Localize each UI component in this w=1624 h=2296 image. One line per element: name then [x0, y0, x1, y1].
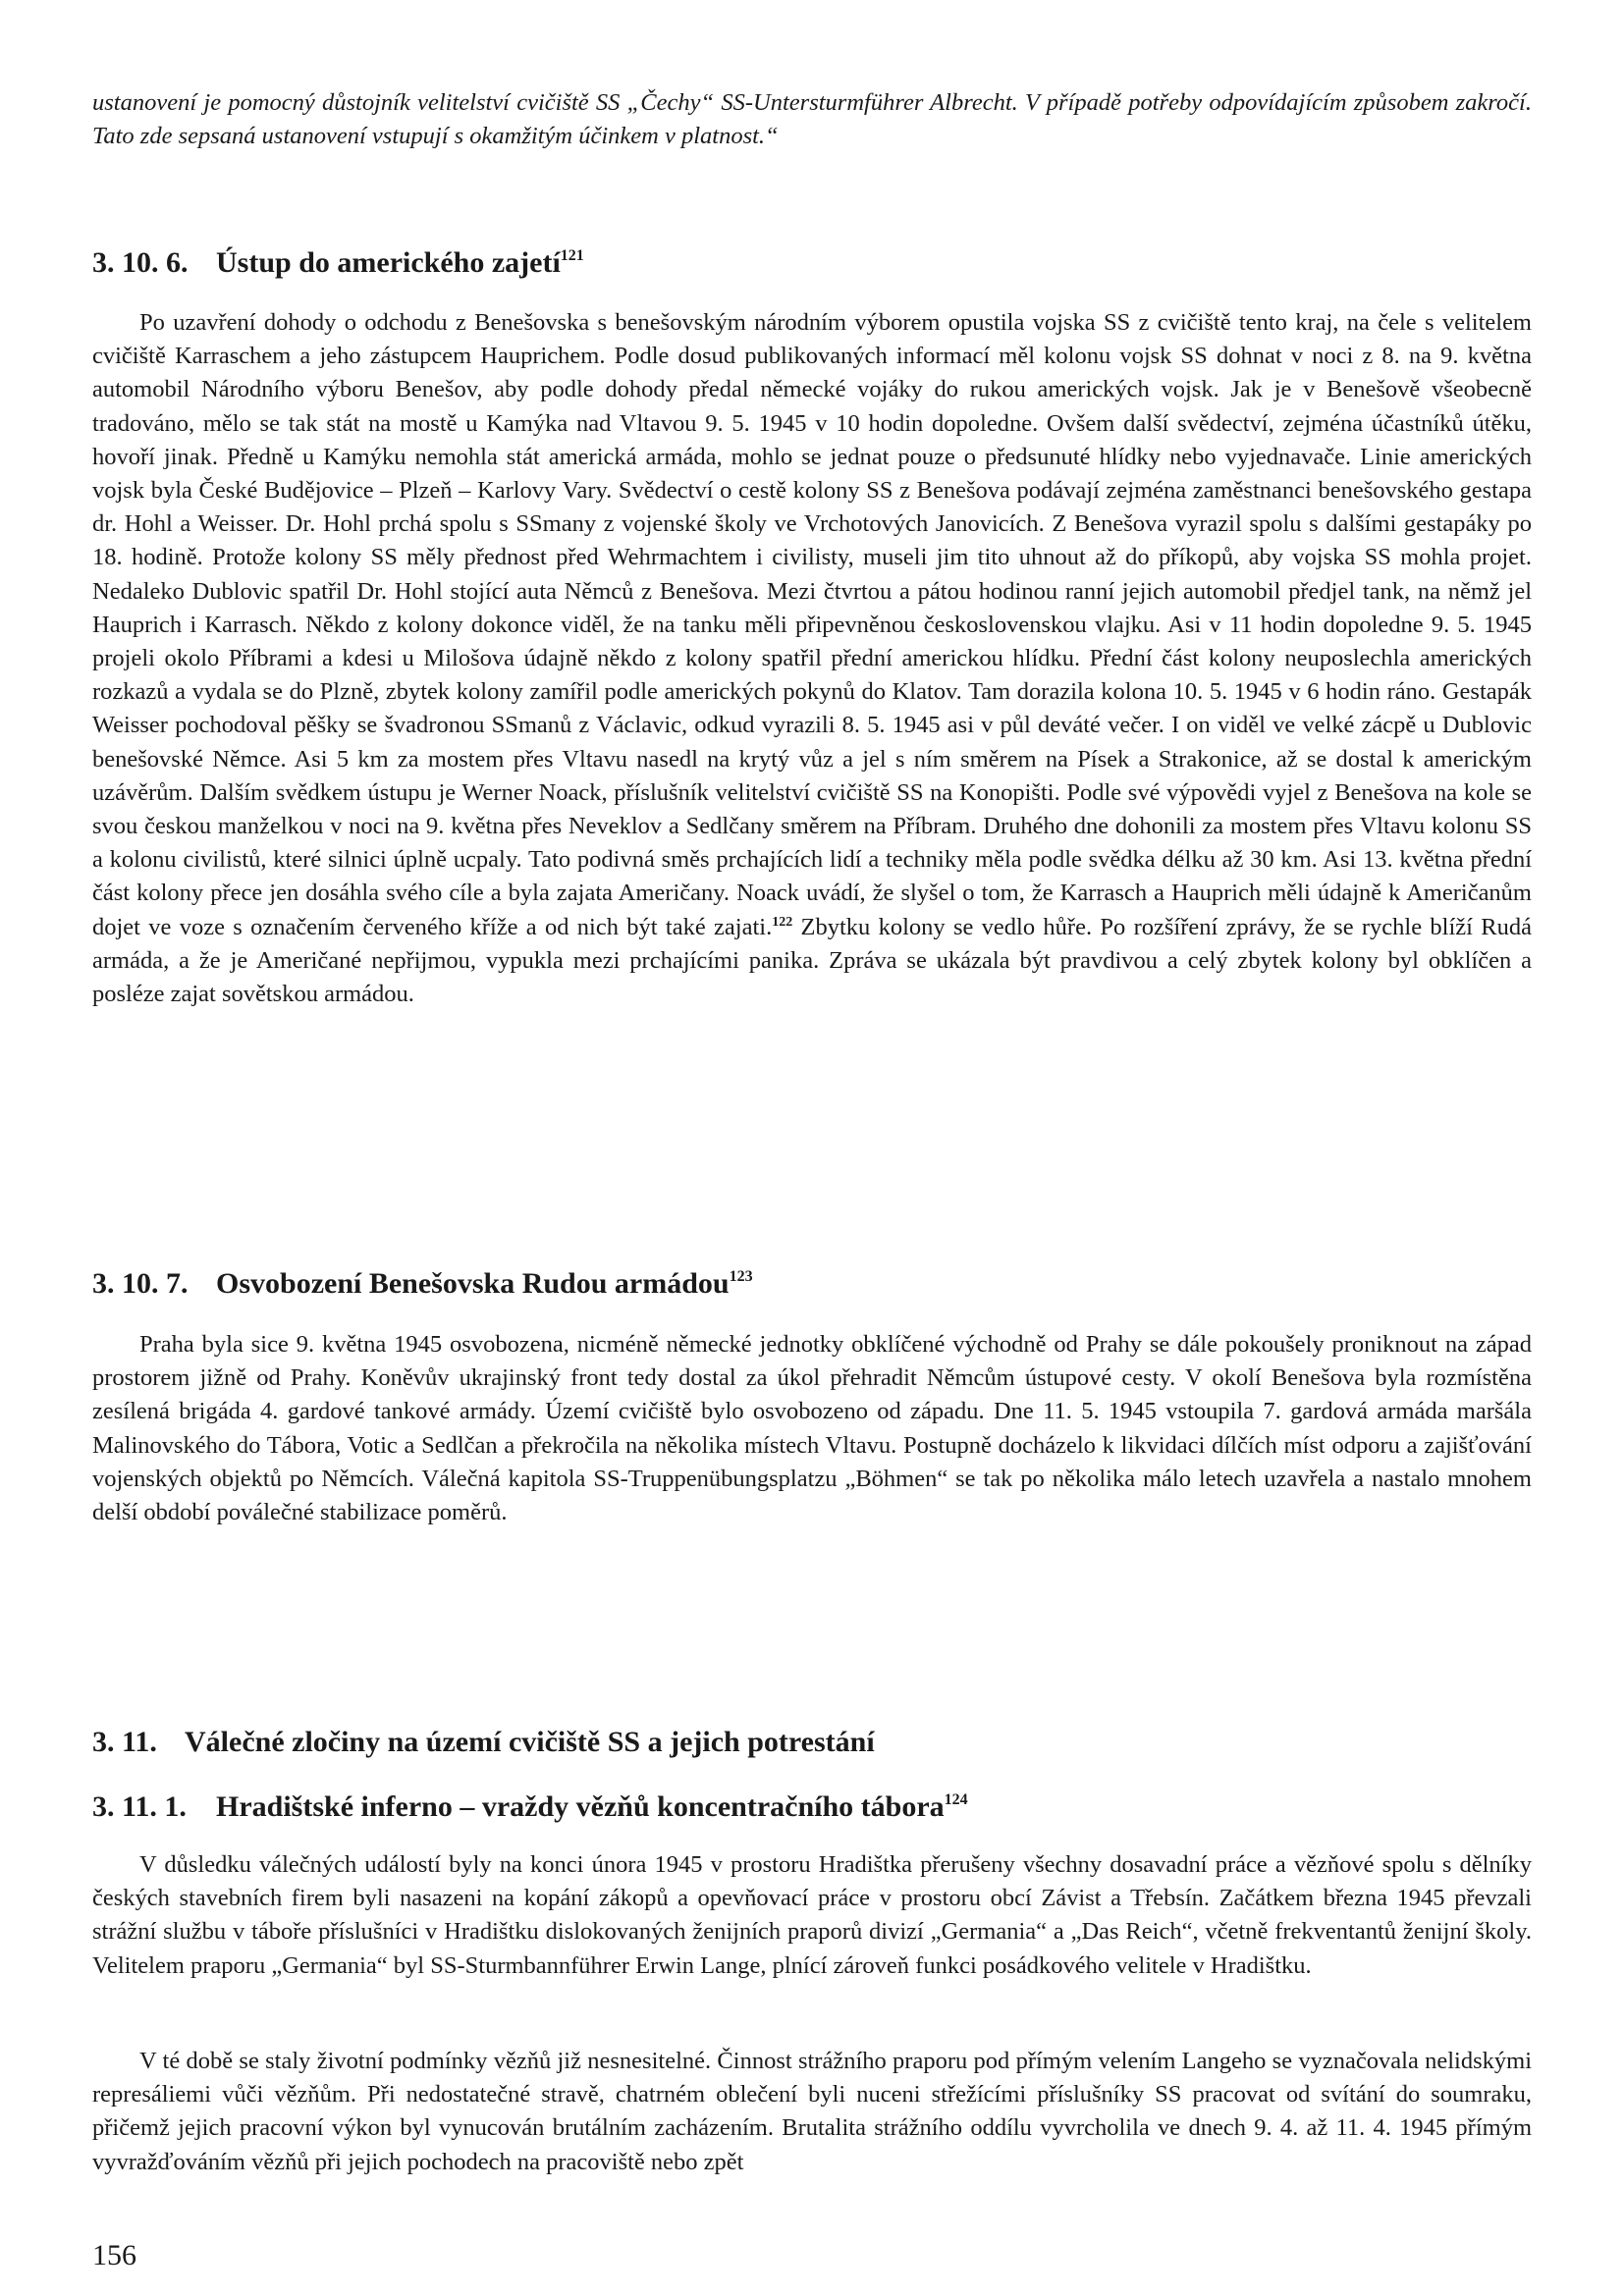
section-body-3-10-7 — [92, 1328, 1532, 1529]
body-paragraph — [92, 306, 1532, 1011]
chapter-title-text: Válečné zločiny na území cvičiště SS a jejich potrestání — [185, 1726, 875, 1758]
section-body-3-10-6 — [92, 306, 1532, 1011]
footnote-ref: 123 — [729, 1268, 753, 1285]
section-number: 3. 10. 7. — [92, 1267, 189, 1300]
footnote-ref: 122 — [772, 914, 793, 930]
footnote-ref: 124 — [944, 1791, 968, 1808]
body-text-part-2: Zbytku kolony se vedlo hůře. Po rozšíření zprávy, že se rychle blíží Rudá armáda, a že je Američané nepřijmou, vypukla mezi prchajícími panika. Zpráva se ukázala být pravdivou a celý zbytek kolony byl obklíčen a posléze zajat sovětskou armádou. — [92, 913, 1532, 1008]
section-heading-3-10-7 — [92, 1266, 1532, 1302]
chapter-heading-3-11 — [92, 1725, 1532, 1760]
section-number: 3. 10. 6. — [92, 246, 189, 279]
section-heading-3-11-1 — [92, 1789, 1532, 1825]
body-paragraph: V důsledku válečných událostí byly na konci února 1945 v prostoru Hradištka přerušeny všechny dosavadní práce a vězňové spolu s dělníky českých stavebních firem byli nasazeni na kopání zákopů a opevňovací práce v prostoru obcí Závist a Třebsín. Začátkem března 1945 převzali strážní službu v táboře příslušníci v Hradištku dislokovaných ženijních praporů divizí „Germania“ a „Das Reich“, včetně frekventantů ženijní školy. Velitelem praporu „Germania“ byl SS-Sturmbannführer Erwin Lange, plnící zároveň funkci posádkového velitele v Hradištku. — [92, 1851, 1532, 1979]
footnote-ref: 121 — [560, 247, 584, 264]
section-title-text: Osvobození Benešovska Rudou armádou — [216, 1267, 730, 1300]
section-title-text: Ústup do amerického zajetí — [216, 246, 561, 279]
page-number: 156 — [92, 2239, 136, 2271]
intro-quote: ustanovení je pomocný důstojník velitelství cvičiště SS „Čechy“ SS-Untersturmführer Albrecht. V případě potřeby odpovídajícím způsobem zakročí. Tato zde sepsaná ustanovení vstupují s okamžitým účinkem v platnost.“ — [92, 89, 1532, 150]
section-title — [92, 1789, 1532, 1825]
section-title — [92, 1266, 1532, 1302]
section-body-3-11-1-a — [92, 1848, 1532, 1983]
body-paragraph: V té době se staly životní podmínky vězňů již nesnesitelné. Činnost strážního praporu pod přímým velením Langeho se vyznačovala nelidskými represáliemi vůči vězňům. Při nedostatečné stravě, chatrném oblečení byli nuceni střežícími příslušníky SS pracovat od svítání do soumraku, přičemž jejich pracovní výkon byl vynucován brutálním zacházením. Brutalita strážního oddílu vyvrcholila ve dnech 9. 4. až 11. 4. 1945 přímým vyvražďováním vězňů při jejich pochodech na pracoviště nebo zpět — [92, 2048, 1532, 2175]
body-text-part-1: Po uzavření dohody o odchodu z Benešovska s benešovským národním výborem opustila vojska SS z cvičiště tento kraj, na čele s velitelem cvičiště Karraschem a jeho zástupcem Hauprichem. Podle dosud publikovaných informací měl kolonu vojsk SS dohnat v noci z 8. na 9. května automobil Národního výboru Benešov, aby podle dohody předal německé vojáky do rukou amerických vojsk. Jak je v Benešově všeobecně tradováno, mělo se tak stát na mostě u Kamýka nad Vltavou 9. 5. 1945 v 10 hodin dopoledne. Ovšem další svědectví, zejména účastníků útěku, hovoří jinak. Předně u Kamýku nemohla stát americká armáda, mohlo se jednat pouze o předsunuté hlídky nebo vyjednavače. Linie amerických vojsk byla České Budějovice – Plzeň – Karlovy Vary. Svědectví o cestě kolony SS z Benešova podávají zejména zaměstnanci benešovského gestapa dr. Hohl a Weisser. Dr. Hohl prchá spolu s SSmany z vojenské školy ve Vrchotových Janovicích. Z Benešova vyrazil spolu s dalšími gestapáky po 18. hodině. Protože kolony SS měly přednost před Wehrmachtem i civilisty, museli jim tito uhnout až do příkopů, aby vojska SS mohla projet. Nedaleko Dublovic spatřil Dr. Hohl stojící auta Němců z Benešova. Mezi čtvrtou a pátou hodinou ranní jejich automobil předjel tank, na němž jel Hauprich i Karrasch. Někdo z kolony dokonce viděl, že na tanku měli připevněnou československou vlajku. Asi v 11 hodin dopoledne 9. 5. 1945 projeli okolo Příbrami a kdesi u Milošova údajně někdo z kolony spatřil přední americkou hlídku. Přední část kolony neuposlechla amerických rozkazů a vydala se do Plzně, zbytek kolony zamířil podle amerických pokynů do Klatov. Tam dorazila kolona 10. 5. 1945 v 6 hodin ráno. Gestapák Weisser pochodoval pěšky se švadronou SSmanů z Václavic, odkud vyrazili 8. 5. 1945 asi v půl deváté večer. I on viděl ve velké zácpě u Dublovic benešovské Němce. Asi 5 km za mostem přes Vltavu nasedl na krytý vůz a jel s ním směrem na Písek a Strakonice, až se dostal k americkým uzávěrům. Dalším svědkem ústupu je Werner Noack, příslušník velitelství cvičiště SS na Konopišti. Podle své výpovědi vyjel z Benešova na kole se svou českou manželkou v noci na 9. května přes Neveklov a Sedlčany směrem na Příbram. Druhého dne dohonili za mostem přes Vltavu kolonu SS a kolonu civilistů, které silnici úplně ucpaly. Tato podivná směs prchajících lidí a techniky měla podle svědka délku až 30 km. Asi 13. května přední část kolony přece jen dosáhla svého cíle a byla zajata Američany. Noack uvádí, že slyšel o tom, že Karrasch a Hauprich měli údajně k Američanům dojet ve voze s označením červeného kříže a od nich být také zajati. — [92, 309, 1532, 940]
section-title — [92, 245, 1532, 281]
chapter-number: 3. 11. — [92, 1726, 157, 1758]
body-paragraph: Praha byla sice 9. května 1945 osvobozena, nicméně německé jednotky obklíčené východně od Prahy se dále pokoušely proniknout na západ prostorem jižně od Prahy. Koněvův ukrajinský front tedy dostal za úkol přehradit Němcům ústupové cesty. V okolí Benešova byla rozmístěna zesílená brigáda 4. gardové tankové armády. Území cvičiště bylo osvobozeno od západu. Dne 11. 5. 1945 vstoupila 7. gardová armáda maršála Malinovského do Tábora, Votic a Sedlčan a překročila na několika místech Vltavu. Postupně docházelo k likvidaci dílčích míst odporu a zajišťování vojenských objektů po Němcích. Válečná kapitola SS-Truppenübungsplatzu „Böhmen“ se tak po několika málo letech uzavřela a nastalo mnohem delší období poválečné stabilizace poměrů. — [92, 1331, 1532, 1526]
intro-quote-block — [92, 86, 1532, 153]
section-body-3-11-1-b — [92, 2045, 1532, 2179]
section-number: 3. 11. 1. — [92, 1790, 187, 1823]
chapter-title — [92, 1725, 1532, 1760]
section-heading-3-10-6 — [92, 245, 1532, 281]
section-title-text: Hradištské inferno – vraždy vězňů koncentračního tábora — [216, 1790, 945, 1823]
